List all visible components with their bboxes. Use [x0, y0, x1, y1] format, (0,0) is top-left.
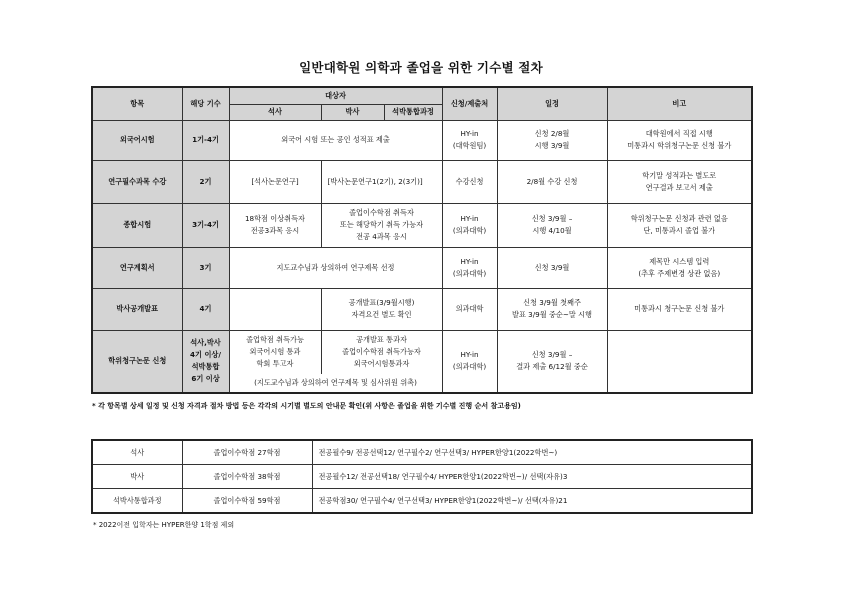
table-row [92, 203, 752, 247]
row-item: 박사공개발표 [92, 288, 182, 330]
row-apply: HY-in (의과대학) [442, 330, 497, 393]
table-row [92, 160, 752, 203]
program-detail: 전공필수12/ 전공선택18/ 연구필수4/ HYPER한양1(2022학번~)/ 선택(자유)3 [312, 465, 752, 489]
row-term: 2기 [182, 160, 229, 203]
row-masters: 졸업학점 취득가능 외국어시험 통과 학회 투고자 [229, 330, 321, 374]
row-remarks: 대학원에서 직접 시행 미통과시 학위청구논문 신청 불가 [607, 120, 752, 160]
row-apply: HY-in (의과대학) [442, 203, 497, 247]
table-row [92, 288, 752, 330]
row-schedule: 신청 3/9월 [497, 247, 607, 288]
row-item: 종합시험 [92, 203, 182, 247]
row-remarks: 미통과시 청구논문 신청 불가 [607, 288, 752, 330]
row-term: 3기 [182, 247, 229, 288]
page-title: 일반대학원 의학과 졸업을 위한 기수별 절차 [299, 60, 543, 75]
table-row [92, 330, 752, 374]
program-detail: 전공학점30/ 연구필수4/ 연구선택3/ HYPER한양1(2022학번~)/ 선택(자유)21 [312, 489, 752, 514]
procedure-table [91, 86, 753, 394]
row-remarks: 학기말 성적과는 별도로 연구결과 보고서 제출 [607, 160, 752, 203]
table-row [92, 489, 752, 514]
header-masters: 석사 [229, 104, 321, 120]
row-common-note: (지도교수님과 상의하여 연구제목 및 심사위원 위촉) [229, 374, 442, 393]
program-total: 졸업이수학점 38학점 [182, 465, 312, 489]
header-item: 항목 [92, 87, 182, 120]
table-row [92, 247, 752, 288]
row-apply: HY-in (대학원팀) [442, 120, 497, 160]
header-integrated: 석박통합과정 [384, 104, 442, 120]
row-schedule: 2/8월 수강 신청 [497, 160, 607, 203]
header-term: 해당 기수 [182, 87, 229, 120]
row-item: 연구계획서 [92, 247, 182, 288]
header-remarks: 비고 [607, 87, 752, 120]
row-apply: 의과대학 [442, 288, 497, 330]
credits-table [91, 439, 753, 514]
program-name: 석사 [92, 440, 182, 465]
row-masters: 18학점 이상취득자 전공3과목 응시 [229, 203, 321, 247]
row-item: 연구필수과목 수강 [92, 160, 182, 203]
program-name: 석박사통합과정 [92, 489, 182, 514]
table-row [92, 120, 752, 160]
row-doctoral: [박사논문연구1(2기), 2(3기)] [321, 160, 442, 203]
row-schedule: 신청 2/8월 시행 3/9월 [497, 120, 607, 160]
table-row [92, 440, 752, 465]
header-target: 대상자 [229, 87, 442, 104]
row-remarks: 학위청구논문 신청과 관련 없음 단, 미통과시 졸업 불가 [607, 203, 752, 247]
header-apply: 신청/제출처 [442, 87, 497, 120]
row-term: 3기-4기 [182, 203, 229, 247]
row-apply: 수강신청 [442, 160, 497, 203]
row-schedule: 신청 3/9월 – 결과 제출 6/12월 중순 [497, 330, 607, 393]
row-remarks [607, 330, 752, 393]
row-doctoral: 공개발표(3/9월시행) 자격요건 별도 확인 [321, 288, 442, 330]
row-doctoral: 졸업이수학점 취득자 또는 해당학기 취득 가능자 전공 4과목 응시 [321, 203, 442, 247]
row-masters: [석사논문연구] [229, 160, 321, 203]
row-target: 지도교수님과 상의하여 연구제목 선정 [229, 247, 442, 288]
program-total: 졸업이수학점 59학점 [182, 489, 312, 514]
schedule-note: * 각 항목별 상세 일정 및 신청 자격과 절차 방법 등은 각각의 시기별 별도의 안내문 확인(위 사항은 졸업을 위한 기수별 진행 순서 참고용임) [92, 402, 521, 410]
row-item: 외국어시험 [92, 120, 182, 160]
program-total: 졸업이수학점 27학점 [182, 440, 312, 465]
header-schedule: 일정 [497, 87, 607, 120]
header-doctoral: 박사 [321, 104, 384, 120]
row-schedule: 신청 3/9월 – 시행 4/10월 [497, 203, 607, 247]
row-remarks: 제목만 시스템 입력 (추후 주제변경 상관 없음) [607, 247, 752, 288]
hyper-note: * 2022이전 입학자는 HYPER한양 1학점 제외 [93, 521, 235, 529]
row-apply: HY-in (의과대학) [442, 247, 497, 288]
row-term: 석사,박사 4기 이상/ 석박통합 6기 이상 [182, 330, 229, 393]
row-schedule: 신청 3/9월 첫째주 발표 3/9월 중순~말 시행 [497, 288, 607, 330]
row-masters [229, 288, 321, 330]
program-name: 박사 [92, 465, 182, 489]
row-doctoral: 공개발표 통과자 졸업이수학점 취득가능자 외국어시험통과자 [321, 330, 442, 374]
row-term: 4기 [182, 288, 229, 330]
row-term: 1기-4기 [182, 120, 229, 160]
row-item: 학위청구논문 신청 [92, 330, 182, 393]
row-target: 외국어 시험 또는 공인 성적표 제출 [229, 120, 442, 160]
table-row [92, 465, 752, 489]
program-detail: 전공필수9/ 전공선택12/ 연구필수2/ 연구선택3/ HYPER한양1(2022학번~) [312, 440, 752, 465]
